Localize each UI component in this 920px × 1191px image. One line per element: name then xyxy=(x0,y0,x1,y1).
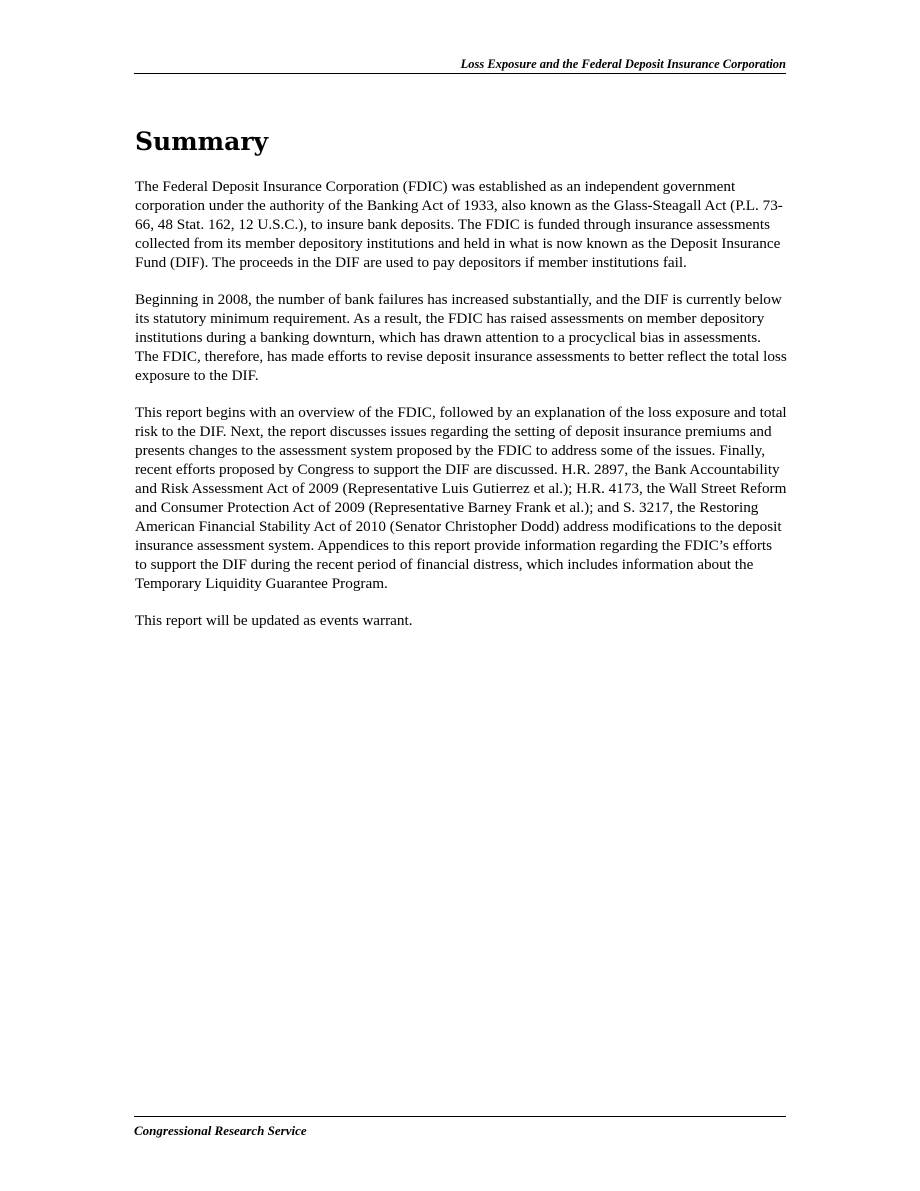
page-footer xyxy=(134,1116,786,1140)
footer-publisher: Congressional Research Service xyxy=(134,1123,307,1138)
summary-section xyxy=(135,124,787,648)
summary-paragraph-4: This report will be updated as events warrant. xyxy=(135,612,413,629)
summary-paragraph-3: This report begins with an overview of the FDIC, followed by an explanation of the loss exposure and total risk to the DIF. Next, the report discusses issues regarding the setting of deposit insurance premiums and presents changes to the assessment system proposed by the FDIC to address some of the issues. Finally, recent efforts proposed by Congress to support the DIF are discussed. H.R. 2897, the Bank Accountability and Risk Assessment Act of 2009 (Representative Luis Gutierrez et al.); H.R. 4173, the Wall Street Reform and Consumer Protection Act of 2009 (Representative Barney Frank et al.); and S. 3217, the Restoring American Financial Stability Act of 2010 (Senator Christopher Dodd) address modifications to the deposit insurance assessment system. Appendices to this report provide information regarding the FDIC’s efforts to support the DIF during the recent period of financial distress, which includes information about the Temporary Liquidity Guarantee Program. xyxy=(135,404,787,592)
summary-paragraph-2: Beginning in 2008, the number of bank failures has increased substantially, and the DIF is currently below its statutory minimum requirement. As a result, the FDIC has raised assessments on member depository institutions during a banking downturn, which has drawn attention to a procyclical bias in assessments. The FDIC, therefore, has made efforts to revise deposit insurance assessments to better reflect the total loss exposure to the DIF. xyxy=(135,291,787,384)
page-title: Summary xyxy=(135,127,269,156)
running-header-title: Loss Exposure and the Federal Deposit Insurance Corporation xyxy=(460,57,786,71)
summary-paragraph-1: The Federal Deposit Insurance Corporation (FDIC) was established as an independent government corporation under the authority of the Banking Act of 1933, also known as the Glass-Steagall Act (P.L. 73-66, 48 Stat. 162, 12 U.S.C.), to insure bank deposits. The FDIC is funded through insurance assessments collected from its member depository institutions and held in what is now known as the Deposit Insurance Fund (DIF). The proceeds in the DIF are used to pay depositors if member institutions fail. xyxy=(135,178,783,271)
running-header xyxy=(134,55,786,74)
